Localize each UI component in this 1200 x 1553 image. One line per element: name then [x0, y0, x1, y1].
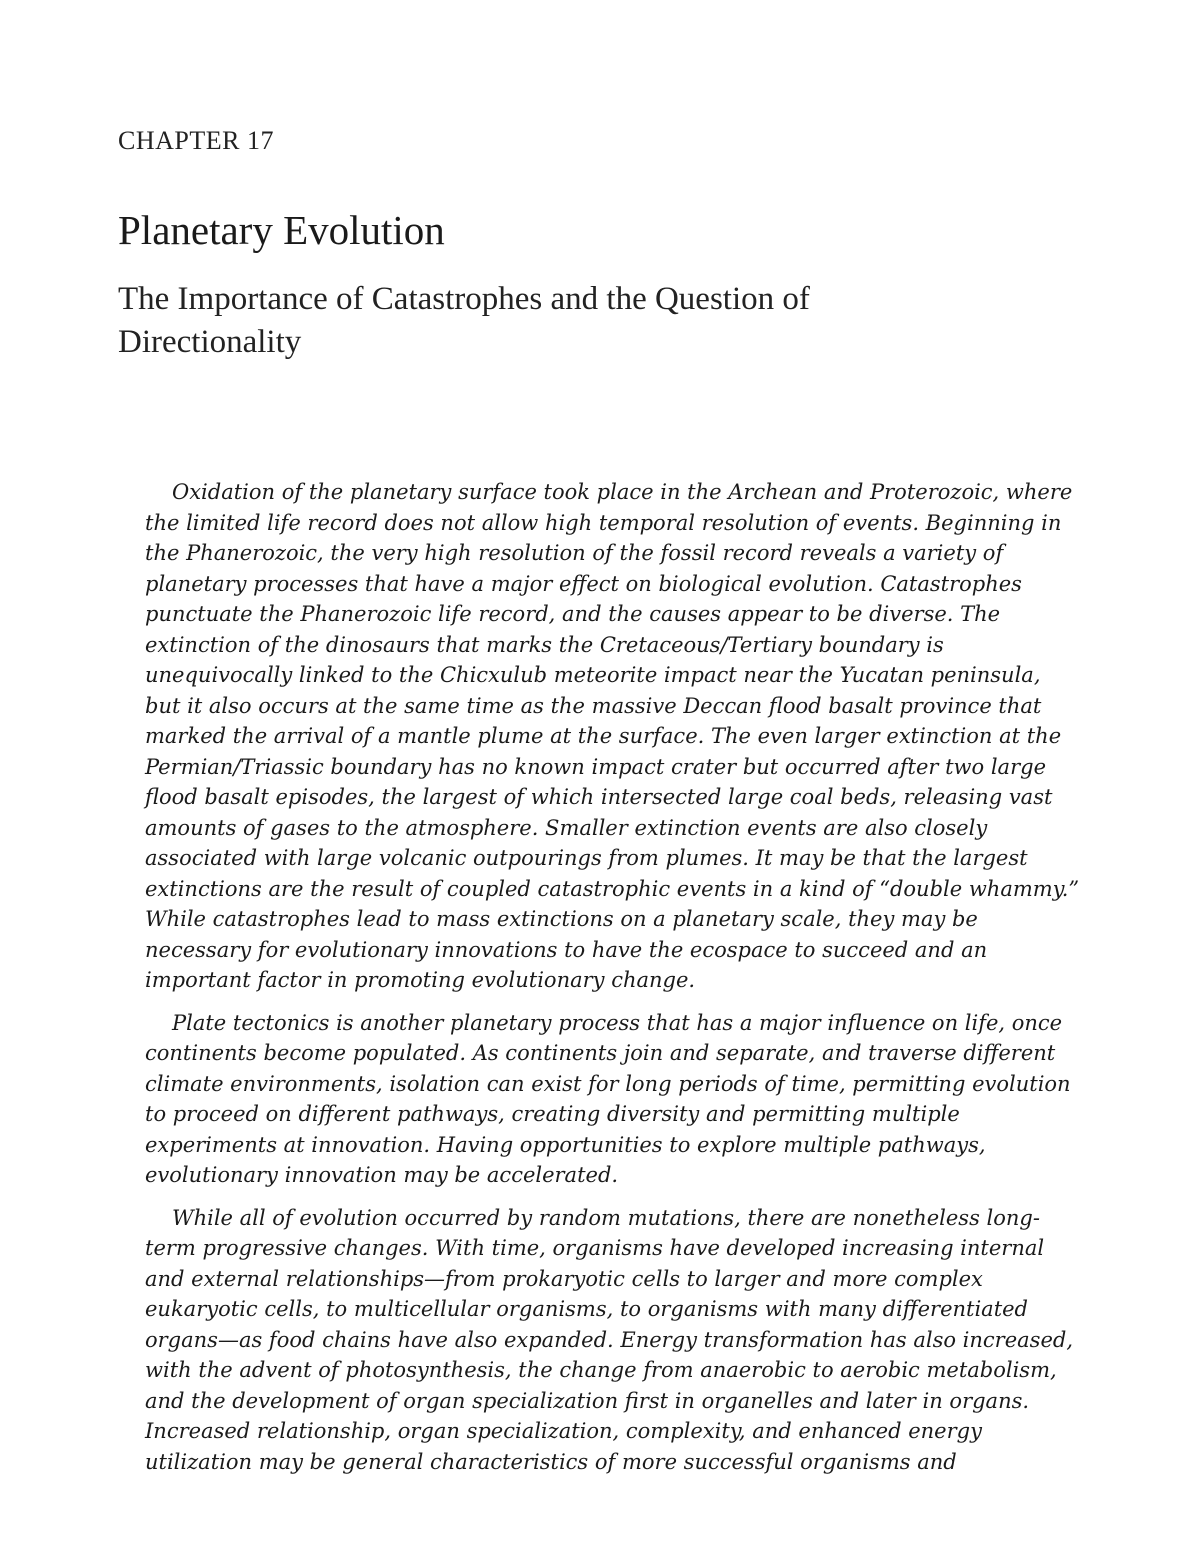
abstract-paragraph: Plate tectonics is another planetary process that has a major influence on life, once continents become populated. As continents join and separate, and traverse different climate environments, isolation can exist for long periods of time, permitting evolution to proceed on different pathways, creating diversity and permitting multiple experiments at innovation. Having opportunities to explore multiple pathways, evolutionary innovation may be accelerated. — [145, 1010, 1071, 1187]
abstract-paragraph: While all of evolution occurred by random mutations, there are nonetheless long-term progressive changes. With time, organisms have developed increasing internal and external relationships—from prokaryotic cells to larger and more complex eukaryotic cells, to multicellular organisms, to organisms with many differentiated organs—as food chains have also expanded. Energy transformation has also increased, with the advent of photosynthesis, the change from anaerobic to aerobic metabolism, and the development of organ specialization first in organelles and later in organs. Increased relationship, organ specialization, complexity, and enhanced energy utilization may be general characteristics of more successful organisms and — [145, 1205, 1073, 1474]
chapter-subtitle: The Importance of Catastrophes and the Question of Directionality — [118, 281, 810, 360]
chapter-title: Planetary Evolution — [118, 207, 445, 253]
chapter-abstract — [145, 477, 1080, 1489]
chapter-number: CHAPTER 17 — [118, 126, 274, 155]
abstract-paragraph: Oxidation of the planetary surface took place in the Archean and Proterozoic, where the limited life record does not allow high temporal resolution of events. Beginning in the Phanerozoic, the very high resolution of the fossil record reveals a variety of planetary processes that have a major effect on biological evolution. Catastrophes punctuate the Phanerozoic life record, and the causes appear to be diverse. The extinction of the dinosaurs that marks the Cretaceous/Tertiary boundary is unequivocally linked to the Chicxulub meteorite impact near the Yucatan peninsula, but it also occurs at the same time as the massive Deccan flood basalt province that marked the arrival of a mantle plume at the surface. The even larger extinction at the Permian/Triassic boundary has no known impact crater but occurred after two large flood basalt episodes, the largest of which intersected large coal beds, releasing vast amounts of gases to the atmosphere. Smaller extinction events are also closely associated with large volcanic outpourings from plumes. It may be that the largest extinctions are the result of coupled catastrophic events in a kind of “double whammy.” While catastrophes lead to mass extinctions on a planetary scale, they may be necessary for evolutionary innovations to have the ecospace to succeed and an important factor in promoting evolutionary change. — [145, 480, 1080, 992]
